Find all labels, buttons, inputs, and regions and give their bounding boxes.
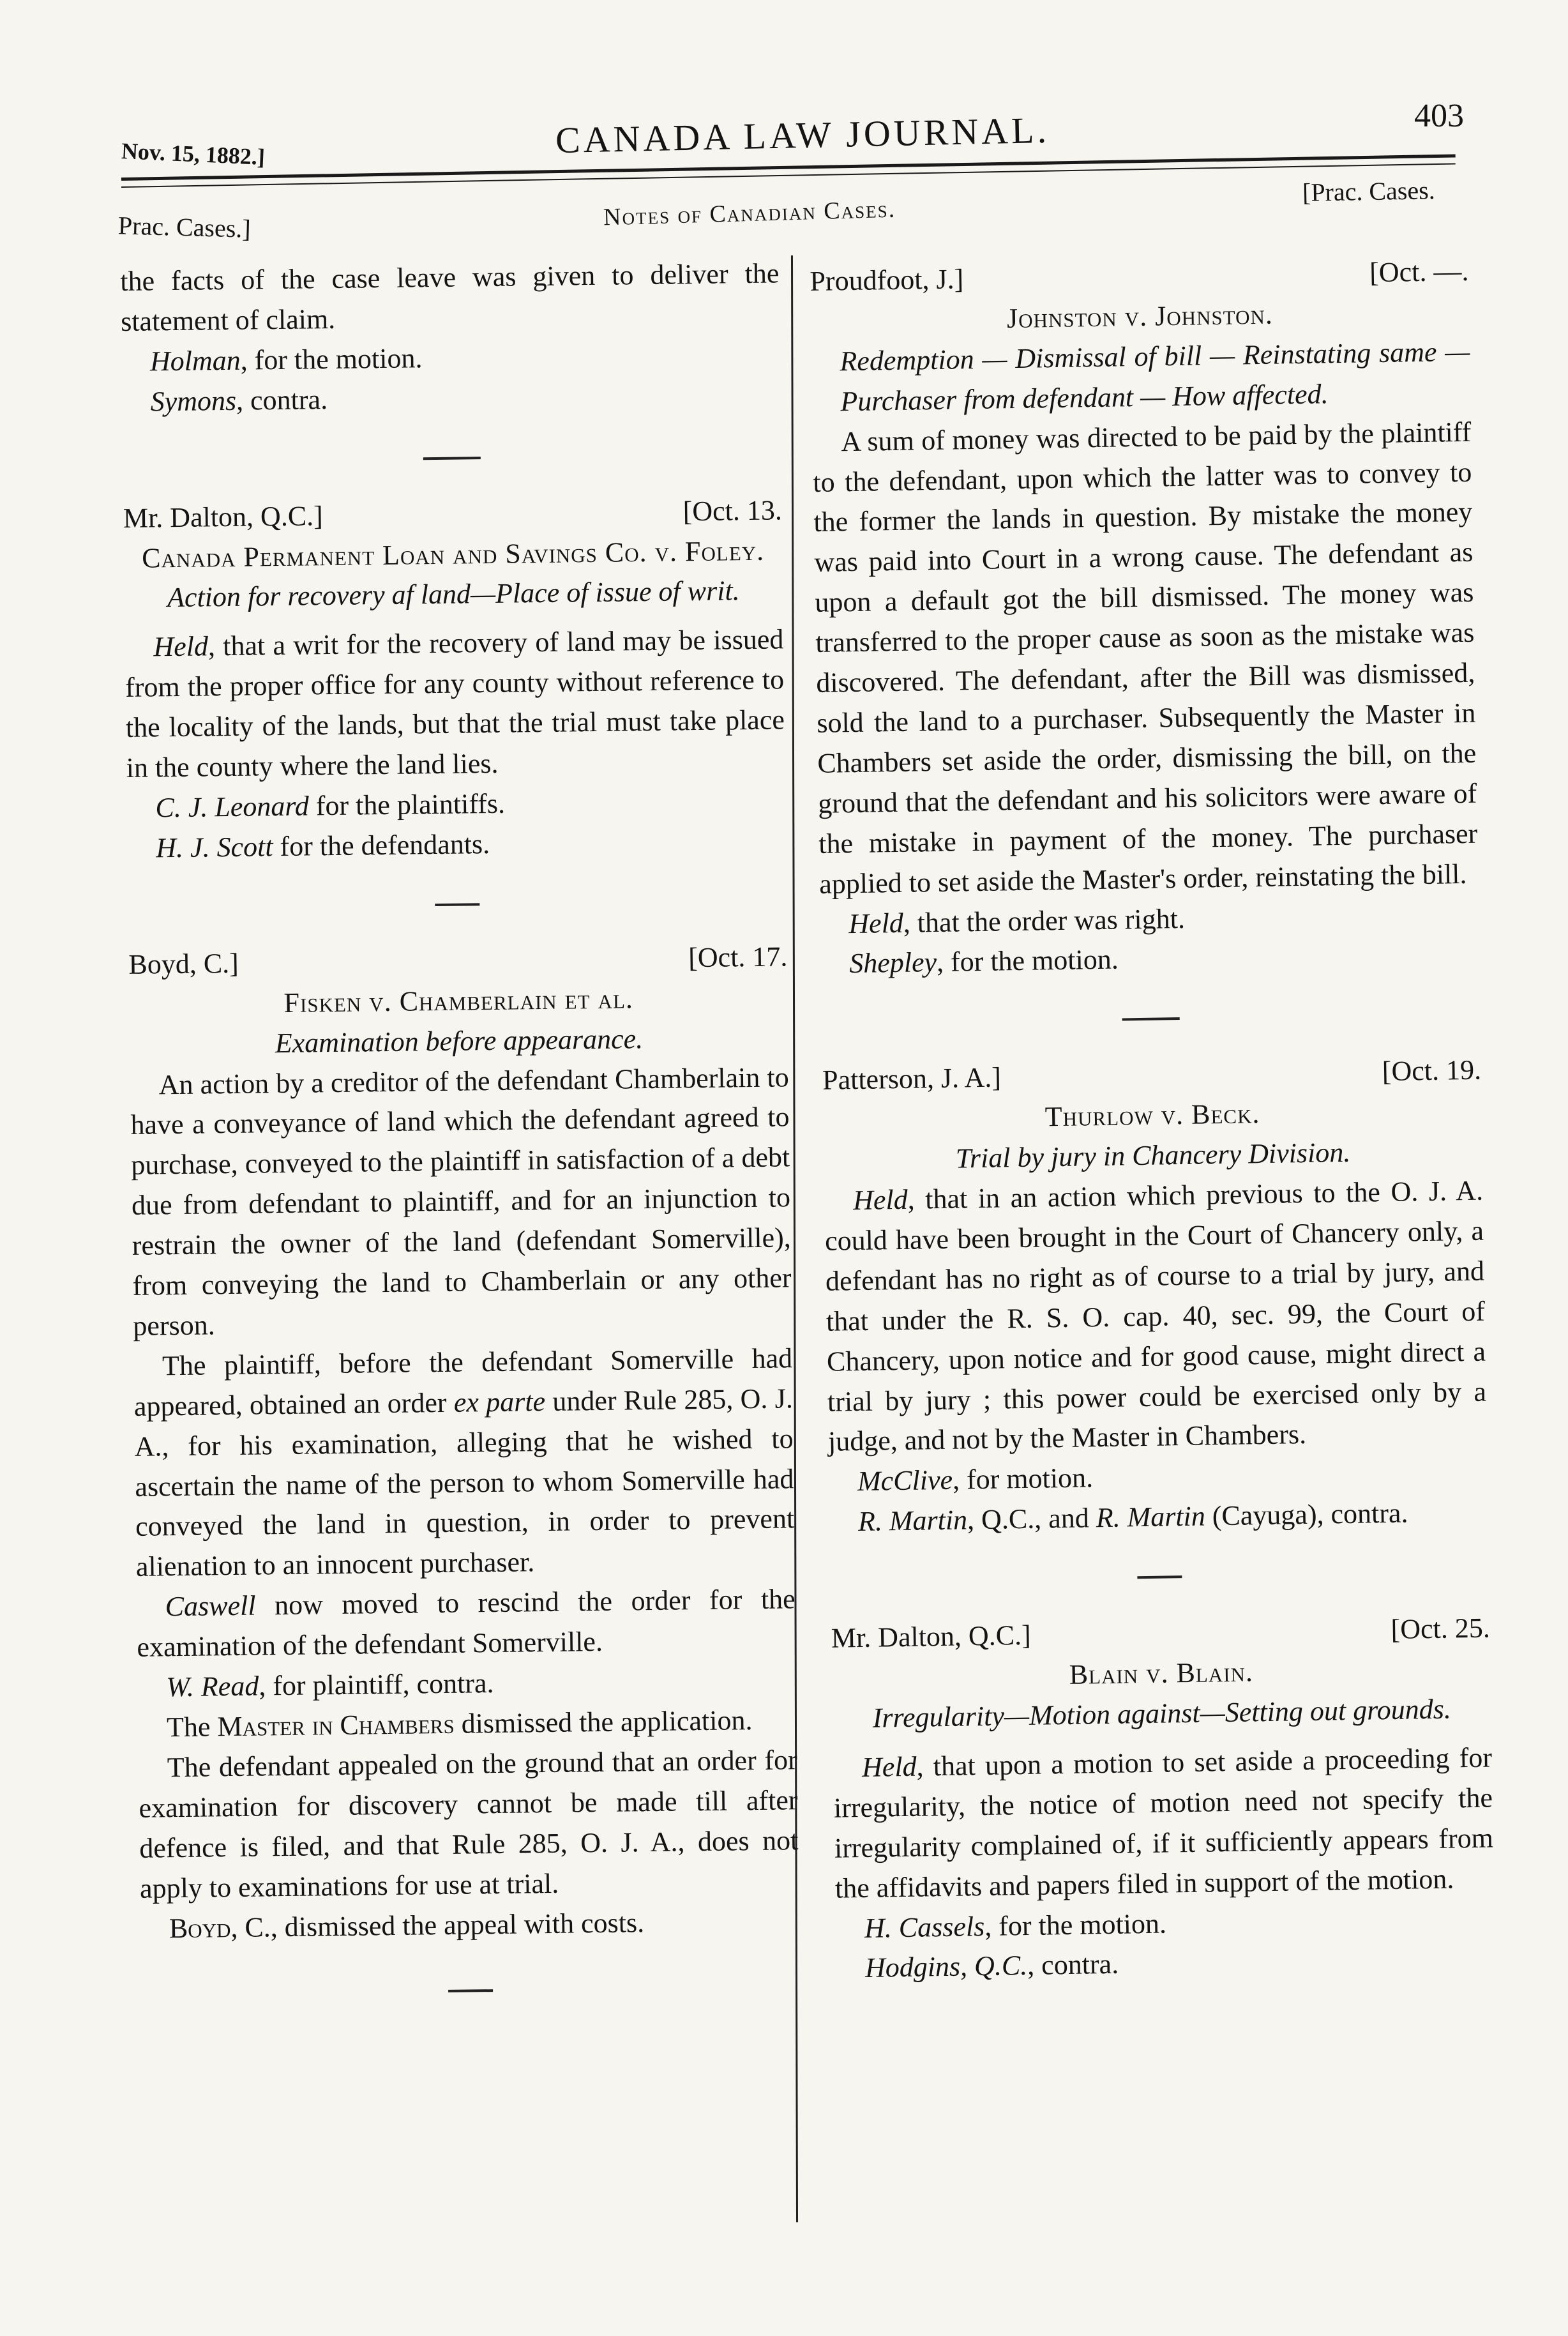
body-paragraph: An action by a creditor of the defendant Chamberlain to have a conveyance of land which the defendant agreed to purchase, conveyed to the plaintiff in satisfaction of a debt due from defendant to plaintiff, and for an injunction to restrain the owner of the land (defendant Somerville), from conveying the land to Chamberlain or any other person. bbox=[130, 1061, 792, 1342]
judge: Mr. Dalton, Q.C.] bbox=[831, 1619, 1032, 1654]
text-run: under Rule 285, O. J. A., for his examination, alleging that he wished to ascertain the name of the person to whom Somerville had conveyed the land in question, in order to prevent alienation to an innocent purchaser. bbox=[134, 1383, 795, 1583]
running-head-right: [Prac. Cases. bbox=[1302, 176, 1436, 207]
decision-date: [Oct. 13. bbox=[682, 494, 783, 527]
held-label: Held bbox=[861, 1750, 917, 1783]
counsel-name: Shepley bbox=[848, 946, 937, 980]
decision-date: [Oct. —. bbox=[1369, 255, 1469, 289]
body-paragraph bbox=[140, 1901, 800, 1950]
case-title: Blain v. Blain. bbox=[1069, 1656, 1254, 1690]
counsel-role: , contra. bbox=[1027, 1948, 1119, 1982]
counsel-name: R. Martin bbox=[857, 1504, 968, 1538]
body-paragraph bbox=[133, 1339, 795, 1588]
counsel-role: for the plaintiffs. bbox=[308, 787, 506, 822]
counsel-role: , contra. bbox=[236, 383, 328, 416]
case-separator bbox=[1122, 1017, 1180, 1020]
continuation-text: the facts of the case leave was given to deliver the statement of claim. bbox=[120, 257, 780, 337]
counsel-name: Caswell bbox=[165, 1589, 256, 1623]
held-paragraph bbox=[124, 620, 785, 789]
case-continuation bbox=[120, 254, 781, 422]
counsel-name: C. J. Leonard bbox=[155, 790, 310, 824]
case-separator bbox=[1137, 1575, 1182, 1579]
judge-name: Boyd bbox=[169, 1911, 231, 1944]
text-run: The bbox=[166, 1711, 218, 1743]
held-paragraph bbox=[824, 1171, 1488, 1462]
case-title: Thurlow v. Beck. bbox=[1044, 1098, 1260, 1133]
held-label: Held bbox=[852, 1183, 908, 1217]
running-head-center: Notes of Canadian Cases. bbox=[603, 195, 896, 231]
judge: Patterson, J. A.] bbox=[822, 1061, 1002, 1096]
text-run: The plaintiff, before the defendant Somerville had appeared, obtained an order bbox=[133, 1342, 793, 1422]
text-run: dismissed the application. bbox=[454, 1704, 753, 1740]
case-separator bbox=[448, 1990, 493, 1993]
counsel-role: (Cayuga), contra. bbox=[1205, 1497, 1408, 1532]
held-label: Held bbox=[848, 907, 904, 939]
counsel-line bbox=[127, 821, 787, 869]
case-thurlow bbox=[822, 1050, 1489, 1543]
body-paragraph: A sum of money was directed to be paid by the plaintiff to the defendant, upon which the latter was to convey to the former the lands in question. By mistake the money was paid into Court in a wrong cause. The defendant as upon a default got the bill dismissed. The money was transferred to the proper cause as soon as the mistake was discovered. The defendant, after the Bill was dismissed, sold the land to a purchaser. Subsequently the Master in Chambers set aside the order, dismissing the bill, on the ground that the defendant and his solicitors were aware of the mistake in payment of the money. The purchaser applied to set aside the Master's order, reinstating the bill. bbox=[813, 416, 1478, 900]
counsel-name: Holman bbox=[149, 344, 241, 377]
counsel-role: , for motion. bbox=[952, 1462, 1094, 1496]
case-rubric: Redemption — Dismissal of bill — Reinstating same — Purchaser from defendant — How affected. bbox=[840, 335, 1470, 417]
judge: Boyd, C.] bbox=[128, 947, 239, 980]
decision-date: [Oct. 17. bbox=[688, 941, 788, 973]
official-title: Master in Chambers bbox=[217, 1708, 455, 1743]
counsel-role: , for the motion. bbox=[984, 1907, 1167, 1942]
latin-phrase: ex parte bbox=[453, 1385, 546, 1418]
case-title: Fisken v. Chamberlain et al. bbox=[283, 982, 634, 1019]
issue-date: Nov. 15, 1882.] bbox=[121, 138, 266, 170]
case-johnston bbox=[810, 252, 1480, 985]
case-heading bbox=[128, 937, 788, 985]
body-paragraph: The defendant appealed on the ground that an order for examination for discovery cannot be made till after defence is filed, and that Rule 285, O. J. A., does not apply to examinations for use at trial. bbox=[139, 1744, 799, 1904]
case-heading bbox=[123, 490, 783, 539]
decision-date: [Oct. 19. bbox=[1382, 1054, 1482, 1088]
judge: Mr. Dalton, Q.C.] bbox=[123, 499, 324, 534]
text-run: , C., dismissed the appeal with costs. bbox=[230, 1906, 645, 1943]
case-title: Johnston v. Johnston. bbox=[1006, 298, 1274, 335]
case-foley bbox=[123, 490, 787, 869]
right-column bbox=[810, 252, 1495, 1989]
counsel-name: R. Martin bbox=[1096, 1500, 1206, 1534]
case-rubric: Trial by jury in Chancery Division. bbox=[955, 1136, 1351, 1174]
text-run: now moved to rescind the order for the examination of the defendant Somerville. bbox=[137, 1583, 795, 1664]
held-text: , that the order was right. bbox=[903, 902, 1186, 939]
counsel-line bbox=[121, 374, 781, 423]
text-run: , Q.C., and bbox=[967, 1502, 1097, 1536]
held-paragraph bbox=[833, 1738, 1495, 1909]
left-column bbox=[120, 254, 801, 2031]
case-fisken bbox=[128, 937, 799, 1949]
held-label: Held bbox=[153, 630, 209, 663]
case-separator bbox=[435, 903, 479, 906]
counsel-role: for the defendants. bbox=[273, 828, 490, 863]
journal-title: CANADA LAW JOURNAL. bbox=[555, 109, 1050, 162]
held-text: , that a writ for the recovery of land may be issued from the proper office for any county without reference to the locality of the lands, but that the trial must take place in the county where the land lies. bbox=[124, 623, 785, 784]
decision-date: [Oct. 25. bbox=[1391, 1612, 1491, 1646]
counsel-role: , for the motion. bbox=[936, 943, 1119, 978]
counsel-name: Symons bbox=[150, 384, 237, 418]
page-number: 403 bbox=[1414, 98, 1464, 134]
case-rubric: Irregularity—Motion against—Setting out grounds. bbox=[872, 1693, 1452, 1734]
case-rubric: Examination before appearance. bbox=[275, 1022, 644, 1059]
counsel-role: , for the motion. bbox=[240, 342, 423, 376]
counsel-name: H. Cassels bbox=[864, 1910, 985, 1944]
body-paragraph bbox=[136, 1580, 795, 1668]
counsel-name: McClive bbox=[857, 1464, 953, 1498]
counsel-role: , for plaintiff, contra. bbox=[258, 1667, 494, 1702]
running-head-left: Prac. Cases.] bbox=[117, 211, 252, 243]
counsel-name: H. J. Scott bbox=[155, 831, 273, 864]
counsel-name: Hodgins, Q.C. bbox=[864, 1950, 1028, 1984]
counsel-name: W. Read bbox=[165, 1670, 259, 1703]
case-separator bbox=[423, 457, 481, 460]
case-title: Canada Permanent Loan and Savings Co. v. Foley. bbox=[141, 535, 765, 574]
held-text: , that in an action which previous to the O. J. A. could have been brought in the Court of Chancery only, a defendant has no right as of course to a trial by jury, and that under the R. S. O. cap. 40, sec. 99, the Court of Chancery, upon notice and for good cause, might direct a trial by jury ; this power could be exercised only by a judge, and not by the Master in Chambers. bbox=[824, 1174, 1487, 1458]
held-text: , that upon a motion to set aside a proceeding for irregularity, the notice of motion need not specify the irregularity complained of, if it sufficiently appears from the affidavits and papers filed in support of the motion. bbox=[833, 1741, 1494, 1904]
case-blain bbox=[831, 1609, 1495, 1989]
judge: Proudfoot, J.] bbox=[810, 263, 964, 297]
case-rubric: Action for recovery af land—Place of issue of writ. bbox=[167, 575, 740, 614]
